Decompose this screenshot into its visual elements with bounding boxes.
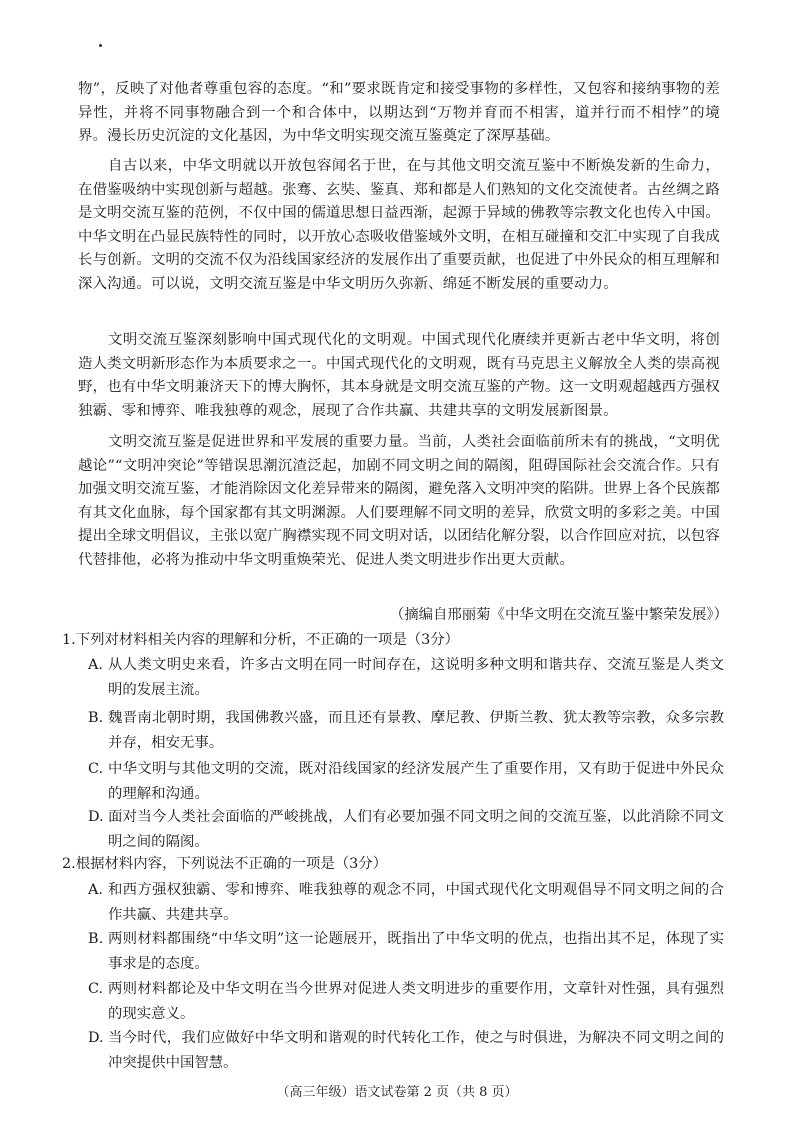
option-letter: A. xyxy=(88,882,103,898)
option-text: 魏晋南北朝时期，我国佛教兴盛，而且还有景教、摩尼教、伊斯兰教、犹太教等宗教，众多宗教并存，相安无事。 xyxy=(108,710,724,751)
question-2-option-a xyxy=(88,878,724,928)
question-2-option-b xyxy=(88,927,724,977)
option-letter: C. xyxy=(88,761,104,777)
page-footer: （高三年级）语文试卷第 2 页（共 8 页） xyxy=(276,1085,518,1100)
option-text: 从人类文明史来看，许多古文明在同一时间存在，这说明多种文明和谐共存、交流互鉴是人类文明的发展主流。 xyxy=(108,657,724,698)
question-1-option-b xyxy=(88,706,724,756)
option-letter: D. xyxy=(88,1030,104,1046)
passage-paragraph-3: 文明交流互鉴深刻影响中国式现代化的文明观。中国式现代化赓续并更新古老中华文明，将创造人类文明新形态作为本质要求之一。中国式现代化的文明观，既有马克思主义解放全人类的崇高视野，也有中华文明兼济天下的博大胸怀，其本身就是文明交流互鉴的产物。这一文明观超越西方强权独霸、零和博弈、唯我独尊的观念，展现了合作共赢、共建共享的文明发展新图景。 xyxy=(78,332,720,419)
option-letter: C. xyxy=(88,981,104,997)
question-2-stem: 2.根据材料内容，下列说法不正确的一项是（3分） xyxy=(62,856,388,872)
question-1-option-a xyxy=(88,653,724,703)
option-letter: B. xyxy=(88,710,104,726)
source-citation: （摘编自邢丽菊《中华文明在交流互鉴中繁荣发展》） xyxy=(389,607,728,623)
passage-paragraph-4: 文明交流互鉴是促进世界和平发展的重要力量。当前，人类社会面临前所未有的挑战，“文明优越论”“文明冲突论”等错误思潮沉渣泛起，加剧不同文明之间的隔阂，阻碍国际社会交流合作。只有加强文明交流互鉴，才能消除因文化差异带来的隔阂，避免落入文明冲突的陷阱。世界上各个民族都有其文化血脉，每个国家都有其文明渊源。人们要理解不同文明的差异，欣赏文明的多彩之美。中国提出全球文明倡议，主张以宽广胸襟实现不同文明对话，以团结化解分裂，以合作回应对抗，以包容代替排他，必将为推动中华文明重焕荣光、促进人类文明进步作出更大贡献。 xyxy=(78,434,720,568)
question-2-option-d xyxy=(88,1026,724,1076)
option-text: 两则材料都论及中华文明在当今世界对促进人类文明进步的重要作用，文章针对性强，具有强烈的现实意义。 xyxy=(108,981,724,1022)
question-1-option-c xyxy=(88,757,724,807)
option-letter: B. xyxy=(88,931,104,947)
option-text: 中华文明与其他文明的交流，既对沿线国家的经济发展产生了重要作用，又有助于促进中外民众的理解和沟通。 xyxy=(108,761,724,802)
option-text: 面对当今人类社会面临的严峻挑战，人们有必要加强不同文明之间的交流互鉴，以此消除不同文明之间的隔阂。 xyxy=(108,809,724,850)
option-letter: A. xyxy=(88,657,103,673)
option-text: 当今时代，我们应做好中华文明和谐观的时代转化工作，使之与时俱进，为解决不同文明之间的冲突提供中国智慧。 xyxy=(108,1030,724,1071)
question-1-option-d xyxy=(88,805,724,855)
question-2-option-c xyxy=(88,977,724,1027)
passage-paragraph-1: 物”，反映了对他者尊重包容的态度。“和”要求既肯定和接受事物的多样性，又包容和接纳事物的差异性，并将不同事物融合到一个和合体中，以期达到“万物并育而不相害，道并行而不相悖”的境界。漫长历史沉淀的文化基因，为中华文明实现交流互鉴奠定了深厚基础。 xyxy=(78,81,720,145)
option-text: 两则材料都围绕“中华文明”这一论题展开，既指出了中华文明的优点，也指出其不足，体现了实事求是的态度。 xyxy=(108,931,724,972)
option-text: 和西方强权独霸、零和博弈、唯我独尊的观念不同，中国式现代化文明观倡导不同文明之间的合作共赢、共建共享。 xyxy=(108,882,724,923)
option-letter: D. xyxy=(88,809,104,825)
passage-paragraph-2: 自古以来，中华文明就以开放包容闻名于世，在与其他文明交流互鉴中不断焕发新的生命力，在借鉴吸纳中实现创新与超越。张骞、玄奘、鉴真、郑和都是人们熟知的文化交流使者。古丝绸之路是文明交流互鉴的范例，不仅中国的儒道思想日益西渐，起源于异域的佛教等宗教文化也传入中国。中华文明在凸显民族特性的同时，以开放心态吸收借鉴域外文明，在相互碰撞和交汇中实现了自我成长与创新。文明的交流不仅为沿线国家经济的发展作出了重要贡献，也促进了中外民众的相互理解和深入沟通。可以说，文明交流互鉴是中华文明历久弥新、绵延不断发展的重要动力。 xyxy=(78,158,720,292)
scan-dot xyxy=(99,44,102,47)
question-1-stem: 1.下列对材料相关内容的理解和分析，不正确的一项是（3分） xyxy=(62,632,460,648)
